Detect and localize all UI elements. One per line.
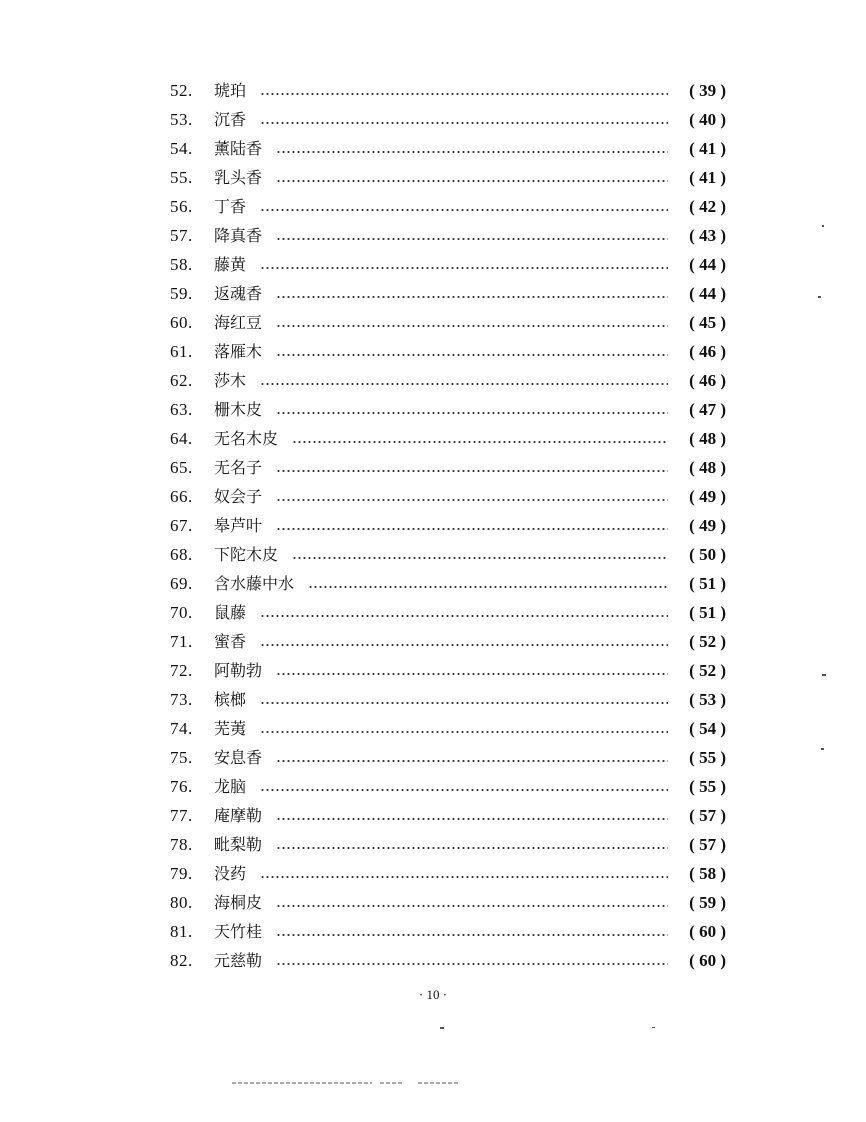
toc-entry bbox=[170, 221, 726, 250]
entry-title: 皋芦叶 bbox=[214, 516, 263, 535]
toc-entry bbox=[170, 337, 726, 366]
toc-entry bbox=[170, 163, 726, 192]
entry-page: ( 42 ) bbox=[689, 197, 726, 216]
dot-leader bbox=[260, 789, 668, 791]
entry-page: ( 57 ) bbox=[689, 806, 726, 825]
entry-page: ( 41 ) bbox=[689, 139, 726, 158]
dot-leader bbox=[276, 238, 668, 240]
entry-number: 54. bbox=[170, 139, 193, 158]
entry-page: ( 46 ) bbox=[689, 342, 726, 361]
entry-number: 81. bbox=[170, 922, 193, 941]
entry-number: 62. bbox=[170, 371, 193, 390]
toc-entry bbox=[170, 917, 726, 946]
entry-page: ( 59 ) bbox=[689, 893, 726, 912]
entry-number: 56. bbox=[170, 197, 193, 216]
entry-title: 海桐皮 bbox=[214, 893, 263, 912]
scan-speck bbox=[822, 225, 824, 227]
entry-title: 阿勒勃 bbox=[214, 661, 263, 680]
entry-number: 59. bbox=[170, 284, 193, 303]
entry-page: ( 48 ) bbox=[689, 458, 726, 477]
entry-title: 莎木 bbox=[214, 371, 247, 390]
entry-page: ( 52 ) bbox=[689, 661, 726, 680]
entry-page: ( 41 ) bbox=[689, 168, 726, 187]
entry-title: 龙脑 bbox=[214, 777, 247, 796]
entry-title: 元慈勒 bbox=[214, 951, 263, 970]
entry-title: 琥珀 bbox=[214, 81, 247, 100]
toc-entry bbox=[170, 569, 726, 598]
entry-page: ( 40 ) bbox=[689, 110, 726, 129]
entry-title: 乳头香 bbox=[214, 168, 263, 187]
entry-title: 庵摩勒 bbox=[214, 806, 263, 825]
toc-entry bbox=[170, 424, 726, 453]
dot-leader bbox=[292, 441, 668, 443]
dot-leader bbox=[276, 963, 668, 965]
entry-number: 64. bbox=[170, 429, 193, 448]
dot-leader bbox=[260, 876, 668, 878]
entry-number: 77. bbox=[170, 806, 193, 825]
entry-title: 返魂香 bbox=[214, 284, 263, 303]
entry-number: 75. bbox=[170, 748, 193, 767]
scan-speck bbox=[822, 674, 826, 676]
dot-leader bbox=[276, 296, 668, 298]
entry-number: 82. bbox=[170, 951, 193, 970]
scan-speck bbox=[818, 296, 821, 298]
toc-entry bbox=[170, 743, 726, 772]
toc-entry bbox=[170, 279, 726, 308]
toc-entry bbox=[170, 308, 726, 337]
scan-line bbox=[232, 1082, 372, 1084]
entry-page: ( 50 ) bbox=[689, 545, 726, 564]
toc-entry bbox=[170, 801, 726, 830]
dot-leader bbox=[276, 818, 668, 820]
dot-leader bbox=[260, 93, 668, 95]
dot-leader bbox=[260, 731, 668, 733]
dot-leader bbox=[260, 267, 668, 269]
entry-title: 槟榔 bbox=[214, 690, 247, 709]
entry-page: ( 55 ) bbox=[689, 777, 726, 796]
entry-title: 鼠藤 bbox=[214, 603, 247, 622]
dot-leader bbox=[276, 905, 668, 907]
entry-number: 69. bbox=[170, 574, 193, 593]
toc-entry bbox=[170, 772, 726, 801]
entry-title: 降真香 bbox=[214, 226, 263, 245]
entry-title: 没药 bbox=[214, 864, 247, 883]
entry-title: 天竹桂 bbox=[214, 922, 263, 941]
dot-leader bbox=[260, 702, 668, 704]
entry-page: ( 53 ) bbox=[689, 690, 726, 709]
entry-title: 含水藤中水 bbox=[214, 574, 295, 593]
dot-leader bbox=[276, 180, 668, 182]
entry-number: 80. bbox=[170, 893, 193, 912]
entry-number: 55. bbox=[170, 168, 193, 187]
entry-page: ( 55 ) bbox=[689, 748, 726, 767]
toc-entry bbox=[170, 830, 726, 859]
entry-title: 海红豆 bbox=[214, 313, 263, 332]
dot-leader bbox=[276, 673, 668, 675]
entry-page: ( 49 ) bbox=[689, 487, 726, 506]
entry-page: ( 54 ) bbox=[689, 719, 726, 738]
toc-entry bbox=[170, 511, 726, 540]
scan-speck bbox=[821, 748, 824, 750]
toc-entry bbox=[170, 888, 726, 917]
entry-number: 72. bbox=[170, 661, 193, 680]
entry-number: 67. bbox=[170, 516, 193, 535]
entry-page: ( 52 ) bbox=[689, 632, 726, 651]
entry-title: 奴会子 bbox=[214, 487, 263, 506]
entry-title: 藤黄 bbox=[214, 255, 247, 274]
entry-page: ( 44 ) bbox=[689, 255, 726, 274]
scan-speck bbox=[440, 1027, 444, 1029]
dot-leader bbox=[276, 528, 668, 530]
table-of-contents bbox=[170, 76, 726, 975]
entry-number: 60. bbox=[170, 313, 193, 332]
toc-entry bbox=[170, 192, 726, 221]
toc-entry bbox=[170, 482, 726, 511]
entry-number: 53. bbox=[170, 110, 193, 129]
toc-entry bbox=[170, 76, 726, 105]
toc-entry bbox=[170, 656, 726, 685]
page-number: · 10 · bbox=[418, 987, 448, 1002]
toc-entry bbox=[170, 946, 726, 975]
entry-number: 78. bbox=[170, 835, 193, 854]
toc-entry bbox=[170, 250, 726, 279]
entry-page: ( 48 ) bbox=[689, 429, 726, 448]
entry-title: 毗梨勒 bbox=[214, 835, 263, 854]
entry-title: 无名木皮 bbox=[214, 429, 279, 448]
entry-number: 74. bbox=[170, 719, 193, 738]
entry-number: 63. bbox=[170, 400, 193, 419]
entry-page: ( 60 ) bbox=[689, 951, 726, 970]
toc-entry bbox=[170, 366, 726, 395]
toc-entry bbox=[170, 627, 726, 656]
entry-number: 73. bbox=[170, 690, 193, 709]
entry-page: ( 60 ) bbox=[689, 922, 726, 941]
entry-title: 安息香 bbox=[214, 748, 263, 767]
dot-leader bbox=[292, 557, 668, 559]
entry-number: 68. bbox=[170, 545, 193, 564]
dot-leader bbox=[276, 499, 668, 501]
entry-page: ( 57 ) bbox=[689, 835, 726, 854]
entry-number: 58. bbox=[170, 255, 193, 274]
dot-leader bbox=[308, 586, 668, 588]
dot-leader bbox=[260, 644, 668, 646]
entry-number: 66. bbox=[170, 487, 193, 506]
entry-title: 下陀木皮 bbox=[214, 545, 279, 564]
scan-speck bbox=[652, 1027, 655, 1028]
entry-page: ( 44 ) bbox=[689, 284, 726, 303]
entry-title: 薰陆香 bbox=[214, 139, 263, 158]
dot-leader bbox=[260, 383, 668, 385]
entry-page: ( 49 ) bbox=[689, 516, 726, 535]
toc-entry bbox=[170, 540, 726, 569]
entry-number: 71. bbox=[170, 632, 193, 651]
dot-leader bbox=[260, 209, 668, 211]
scan-line bbox=[418, 1082, 460, 1084]
dot-leader bbox=[276, 847, 668, 849]
dot-leader bbox=[276, 354, 668, 356]
entry-page: ( 39 ) bbox=[689, 81, 726, 100]
toc-entry bbox=[170, 453, 726, 482]
scan-line bbox=[380, 1082, 402, 1084]
entry-title: 芜荑 bbox=[214, 719, 247, 738]
entry-title: 丁香 bbox=[214, 197, 247, 216]
dot-leader bbox=[276, 325, 668, 327]
entry-number: 65. bbox=[170, 458, 193, 477]
entry-number: 57. bbox=[170, 226, 193, 245]
dot-leader bbox=[276, 412, 668, 414]
toc-entry bbox=[170, 685, 726, 714]
dot-leader bbox=[276, 760, 668, 762]
toc-entry bbox=[170, 395, 726, 424]
entry-title: 无名子 bbox=[214, 458, 263, 477]
toc-entry bbox=[170, 714, 726, 743]
toc-entry bbox=[170, 134, 726, 163]
entry-page: ( 51 ) bbox=[689, 603, 726, 622]
dot-leader bbox=[276, 470, 668, 472]
entry-page: ( 43 ) bbox=[689, 226, 726, 245]
toc-entry bbox=[170, 859, 726, 888]
entry-page: ( 46 ) bbox=[689, 371, 726, 390]
entry-number: 61. bbox=[170, 342, 193, 361]
entry-title: 落雁木 bbox=[214, 342, 263, 361]
entry-page: ( 58 ) bbox=[689, 864, 726, 883]
entry-number: 70. bbox=[170, 603, 193, 622]
entry-title: 栅木皮 bbox=[214, 400, 263, 419]
entry-number: 76. bbox=[170, 777, 193, 796]
dot-leader bbox=[260, 122, 668, 124]
entry-number: 79. bbox=[170, 864, 193, 883]
toc-entry bbox=[170, 598, 726, 627]
dot-leader bbox=[276, 151, 668, 153]
entry-page: ( 51 ) bbox=[689, 574, 726, 593]
toc-entry bbox=[170, 105, 726, 134]
entry-title: 沉香 bbox=[214, 110, 247, 129]
entry-number: 52. bbox=[170, 81, 193, 100]
entry-page: ( 45 ) bbox=[689, 313, 726, 332]
entry-page: ( 47 ) bbox=[689, 400, 726, 419]
dot-leader bbox=[260, 615, 668, 617]
entry-title: 蜜香 bbox=[214, 632, 247, 651]
dot-leader bbox=[276, 934, 668, 936]
